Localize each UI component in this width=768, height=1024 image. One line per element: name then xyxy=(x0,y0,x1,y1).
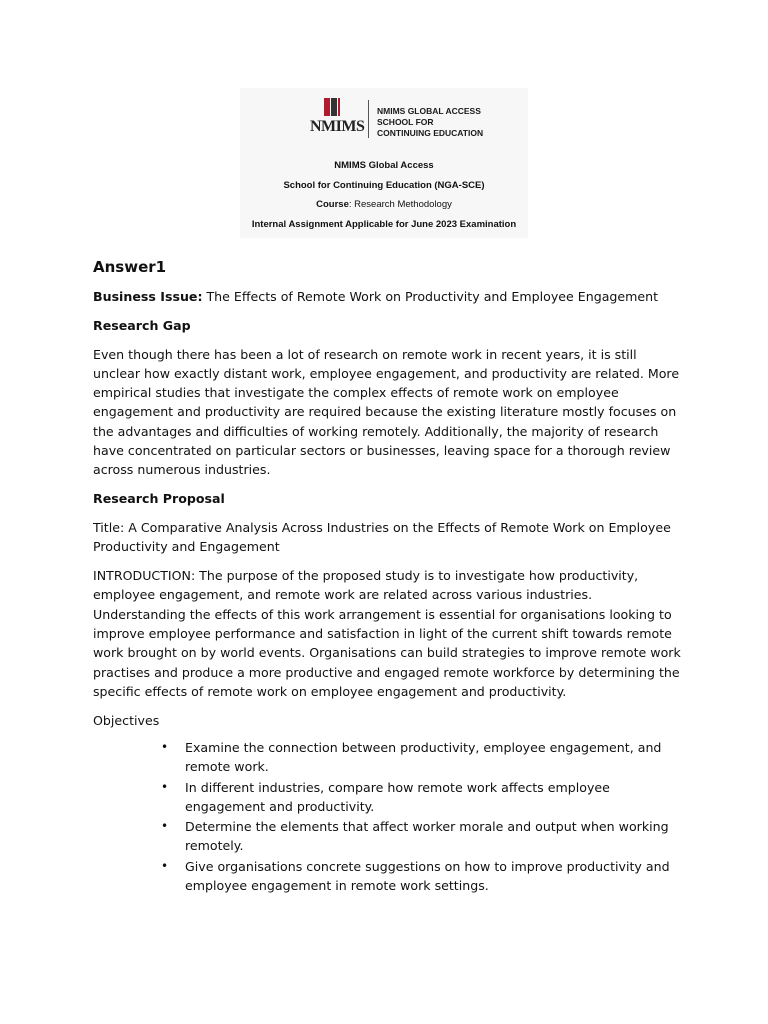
logo-divider xyxy=(368,100,369,138)
institute-name: NMIMS Global Access xyxy=(334,160,434,171)
logo-line: CONTINUING EDUCATION xyxy=(377,128,484,138)
list-item xyxy=(161,817,683,856)
course-line xyxy=(240,199,528,210)
assignment-line: Internal Assignment Applicable for June 2023 Examination xyxy=(251,219,517,230)
logo-wordmark: NMIMS xyxy=(310,118,365,135)
bullet-icon: • xyxy=(161,819,169,834)
document-header xyxy=(240,88,528,238)
list-item xyxy=(161,778,683,817)
business-issue xyxy=(93,287,683,306)
research-gap-text: Even though there has been a lot of research on remote work in recent years, it is still unclear how exactly distant work, employee engagement, and productivity are related. More empirical studies that investigate the complex effects of remote work on employee engagement and productivity are required because the existing literature mostly focuses on the advantages and difficulties of working remotely. Additionally, the majority of research have concentrated on particular sectors or businesses, leaving space for a thorough review across numerous industries. xyxy=(93,346,680,478)
logo-line: NMIMS GLOBAL ACCESS xyxy=(377,106,481,116)
document-body xyxy=(93,257,683,896)
course-label: Course xyxy=(316,199,349,210)
objectives-list xyxy=(93,738,683,895)
objective-text: Examine the connection between productivity, employee engagement, and remote work. xyxy=(185,739,662,775)
research-gap-heading: Research Gap xyxy=(93,317,191,333)
proposal-introduction: INTRODUCTION: The purpose of the proposed study is to investigate how productivity, employee engagement, and remote work are related across various industries. Understanding the effects of this work arrangement is essential for organisations looking to improve employee performance and satisfaction in light of the current shift towards remote work brought on by world events. Organisations can build strategies to improve remote work practises and produce a more productive and engaged remote workforce by determining the specific effects of remote work on employee engagement and productivity. xyxy=(93,568,681,699)
business-issue-label: Business Issue: xyxy=(93,289,203,304)
list-item xyxy=(161,738,683,777)
list-item xyxy=(161,857,683,896)
course-value: : Research Methodology xyxy=(348,199,452,210)
objective-text: Determine the elements that affect worker morale and output when working remotely. xyxy=(185,819,669,854)
bullet-icon: • xyxy=(161,779,169,794)
proposal-title: Title: A Comparative Analysis Across Industries on the Effects of Remote Work on Employee Productivity and Engagement xyxy=(93,519,671,555)
nmims-logo xyxy=(310,96,510,140)
logo-line: SCHOOL FOR xyxy=(377,117,434,127)
bullet-icon: • xyxy=(161,739,169,754)
logo-text xyxy=(377,106,483,139)
objective-text: In different industries, compare how remote work affects employee engagement and productivity. xyxy=(185,779,610,814)
school-name: School for Continuing Education (NGA-SCE) xyxy=(283,180,485,191)
answer-heading: Answer1 xyxy=(93,258,167,276)
objective-text: Give organisations concrete suggestions on how to improve productivity and employee engagement in remote work settings. xyxy=(185,858,670,894)
bullet-icon: • xyxy=(161,858,169,873)
business-issue-text: The Effects of Remote Work on Productivity and Employee Engagement xyxy=(202,289,659,304)
research-proposal-heading: Research Proposal xyxy=(93,491,225,507)
objectives-heading: Objectives xyxy=(93,712,160,728)
